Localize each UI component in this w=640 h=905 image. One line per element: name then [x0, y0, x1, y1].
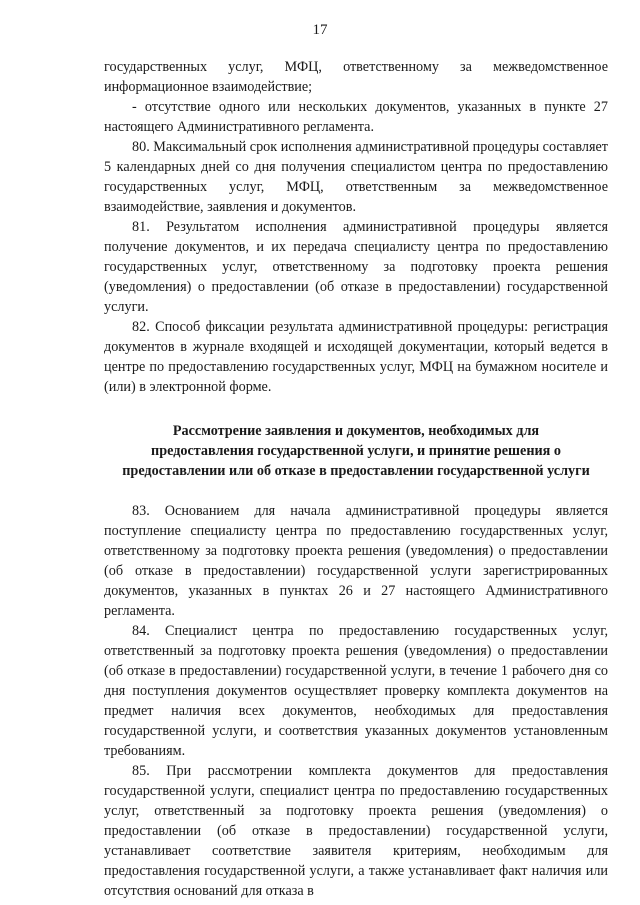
section-heading-line: предоставления государственной услуги, и принятие решения о: [151, 443, 561, 459]
section-heading: [104, 421, 608, 481]
paragraph-p84: 84. Специалист центра по предоставлению государственных услуг, ответственный за подготовку проекта решения (уведомления) о предоставлении (об отказе в предоставлении) государственной услуги, в течение 1 рабочего дня со дня поступления документов осуществляет проверку комплекта документов на предмет наличия всех документов, необходимых для предоставления государственной услуги, и соответствия указанных документов установленным требованиям.: [104, 623, 608, 759]
paragraph-p82: 82. Способ фиксации результата административной процедуры: регистрация документов в журнале входящей и исходящей документации, который ведется в центре по предоставлению государственных услуг, МФЦ на бумажном носителе и (или) в электронной форме.: [104, 319, 608, 395]
section-heading-line: Рассмотрение заявления и документов, необходимых для: [172, 423, 540, 439]
document-body: [104, 57, 608, 901]
paragraph-p83: 83. Основанием для начала административной процедуры является поступление специалисту центра по предоставлению государственных услуг, ответственному за подготовку проекта решения (уведомления) о предоставлении (об отказе в предоставлении) государственной услуги зарегистрированных документов, указанных в пунктах 26 и 27 настоящего Административного регламента.: [104, 503, 608, 619]
paragraph-p85: 85. При рассмотрении комплекта документов для предоставления государственной услуги, специалист центра по предоставлению государственных услуг, ответственный за подготовку проекта решения (уведомления) о предоставлении (об отказе в предоставлении) государственной услуги, устанавливает соответствие заявителя критериям, необходимым для предоставления государственной услуги, а также устанавливает факт наличия или отсутствия оснований для отказа в: [104, 763, 608, 899]
paragraph-p80: 80. Максимальный срок исполнения административной процедуры составляет 5 календарных дней со дня получения специалистом центра по предоставлению государственных услуг, МФЦ, ответственным за межведомственное взаимодействие, заявления и документов.: [104, 139, 608, 215]
section-heading-line: предоставлении или об отказе в предоставлении государственной услуги: [122, 463, 590, 479]
paragraph-p-list: - отсутствие одного или нескольких документов, указанных в пункте 27 настоящего Административного регламента.: [104, 99, 608, 135]
paragraphs-after-heading: [104, 501, 608, 901]
paragraph-p81: 81. Результатом исполнения административной процедуры является получение документов, и их передача специалисту центра по предоставлению государственных услуг, ответственному за подготовку проекта решения (уведомления) о предоставлении (об отказе в предоставлении) государственной услуги.: [104, 219, 608, 315]
paragraphs-before-heading: [104, 57, 608, 397]
page-number: 17: [312, 22, 328, 38]
paragraph-p-cont: государственных услуг, МФЦ, ответственному за межведомственное информационное взаимодействие;: [104, 59, 608, 95]
